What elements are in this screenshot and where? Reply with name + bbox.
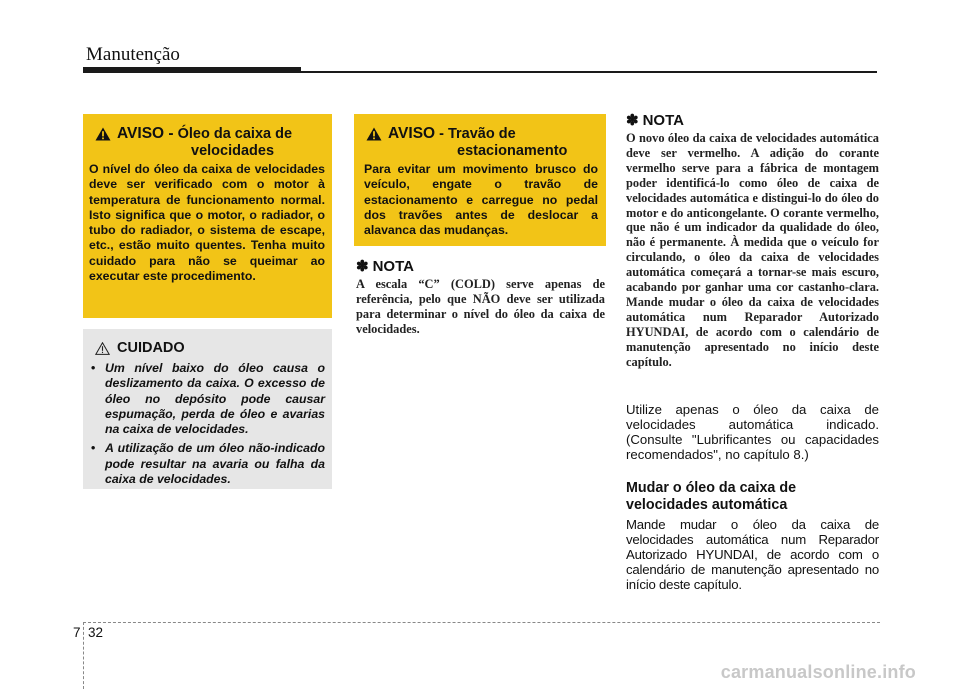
warning-oil-text: O nível do óleo da caixa de velocidades deve ser verificado com o motor à temperatura de funcionamento normal. Isto significa que o motor, o radiador, o tubo do radiador, o sistema de escape, etc., estão muito quentes. Tenha muito cuidado para não se queimar ao executar este procedimento. (89, 162, 325, 284)
caution-triangle-icon (95, 342, 110, 355)
caution-label: CUIDADO (117, 340, 185, 356)
warning-box-oil (83, 114, 332, 318)
page-number: 32 (88, 625, 104, 640)
footer-divider (83, 622, 84, 689)
caution-item: • Um nível baixo do óleo causa o deslizamento da caixa. O excesso de óleo no depósito pode causar espumação, perda de óleo e avarias na caixa de velocidades. (91, 361, 325, 437)
section-title-line-2: velocidades automática (626, 497, 788, 513)
note-right-heading (626, 111, 684, 129)
footer-rule (83, 622, 880, 623)
page-header-title: Manutenção (86, 44, 180, 65)
warning-triangle-icon (366, 127, 382, 141)
note-middle-label: NOTA (372, 258, 414, 275)
chapter-number: 7 (73, 625, 81, 640)
caution-item: • A utilização de um óleo não-indicado pode resultar na avaria ou falha da caixa de velocidades. (91, 441, 325, 487)
section-title-line-1: Mudar o óleo da caixa de (626, 480, 797, 496)
note-middle-text: A escala “C” (COLD) serve apenas de referência, pelo que NÃO deve ser utilizada para determinar o nível do óleo da caixa de velocidades. (356, 277, 605, 336)
section-text: Mande mudar o óleo da caixa de velocidades automática num Reparador Autorizado HYUNDAI, de acordo com o calendário de manutenção apresentado no início deste capítulo. (626, 517, 879, 592)
warning-triangle-icon (95, 127, 111, 141)
use-oil-paragraph: Utilize apenas o óleo da caixa de velocidades automática indicado. (Consulte "Lubrificantes ou capacidades recomendados", no capítulo 8.) (626, 402, 879, 462)
warning-oil-heading (117, 126, 292, 142)
warning-oil-label: AVISO - (117, 125, 174, 142)
warning-oil-title-2: velocidades (191, 143, 275, 159)
warning-brake-title-1: - Travão de (439, 126, 516, 142)
note-middle-heading (356, 257, 414, 275)
note-star-icon: ✽ (356, 258, 369, 275)
warning-brake-label: AVISO (388, 125, 436, 142)
warning-brake-heading (388, 126, 516, 142)
note-right-label: NOTA (642, 112, 684, 129)
warning-oil-title-1: Óleo da caixa de (177, 126, 293, 142)
header-rule-accent (83, 67, 301, 73)
caution-list (89, 361, 325, 491)
warning-brake-text: Para evitar um movimento brusco do veículo, engate o travão de estacionamento e carregue no pedal dos travões antes de deslocar a alavanca das mudanças. (364, 162, 598, 238)
note-right-text: O novo óleo da caixa de velocidades automática deve ser vermelho. A adição do corante vermelho serve para a fábrica de montagem poder identificá-lo como óleo de caixa de velocidades automática e distingui-lo do óleo do motor e do anticongelante. O corante vermelho, que não é um indicador da qualidade do óleo, não é permanente. À medida que o veículo for circulando, o óleo da caixa de velocidades automática começará a tornar-se mais escuro, acabando por ganhar uma cor castanho-clara. Mande mudar o óleo da caixa de velocidades automática num Reparador Autorizado HYUNDAI, de acordo com o calendário de manutenção apresentado no início deste capítulo. (626, 131, 879, 369)
warning-box-brake (354, 114, 606, 246)
caution-box (83, 329, 332, 489)
warning-brake-title-2: estacionamento (457, 143, 568, 159)
watermark: carmanualsonline.info (720, 662, 916, 682)
note-star-icon: ✽ (626, 112, 639, 129)
